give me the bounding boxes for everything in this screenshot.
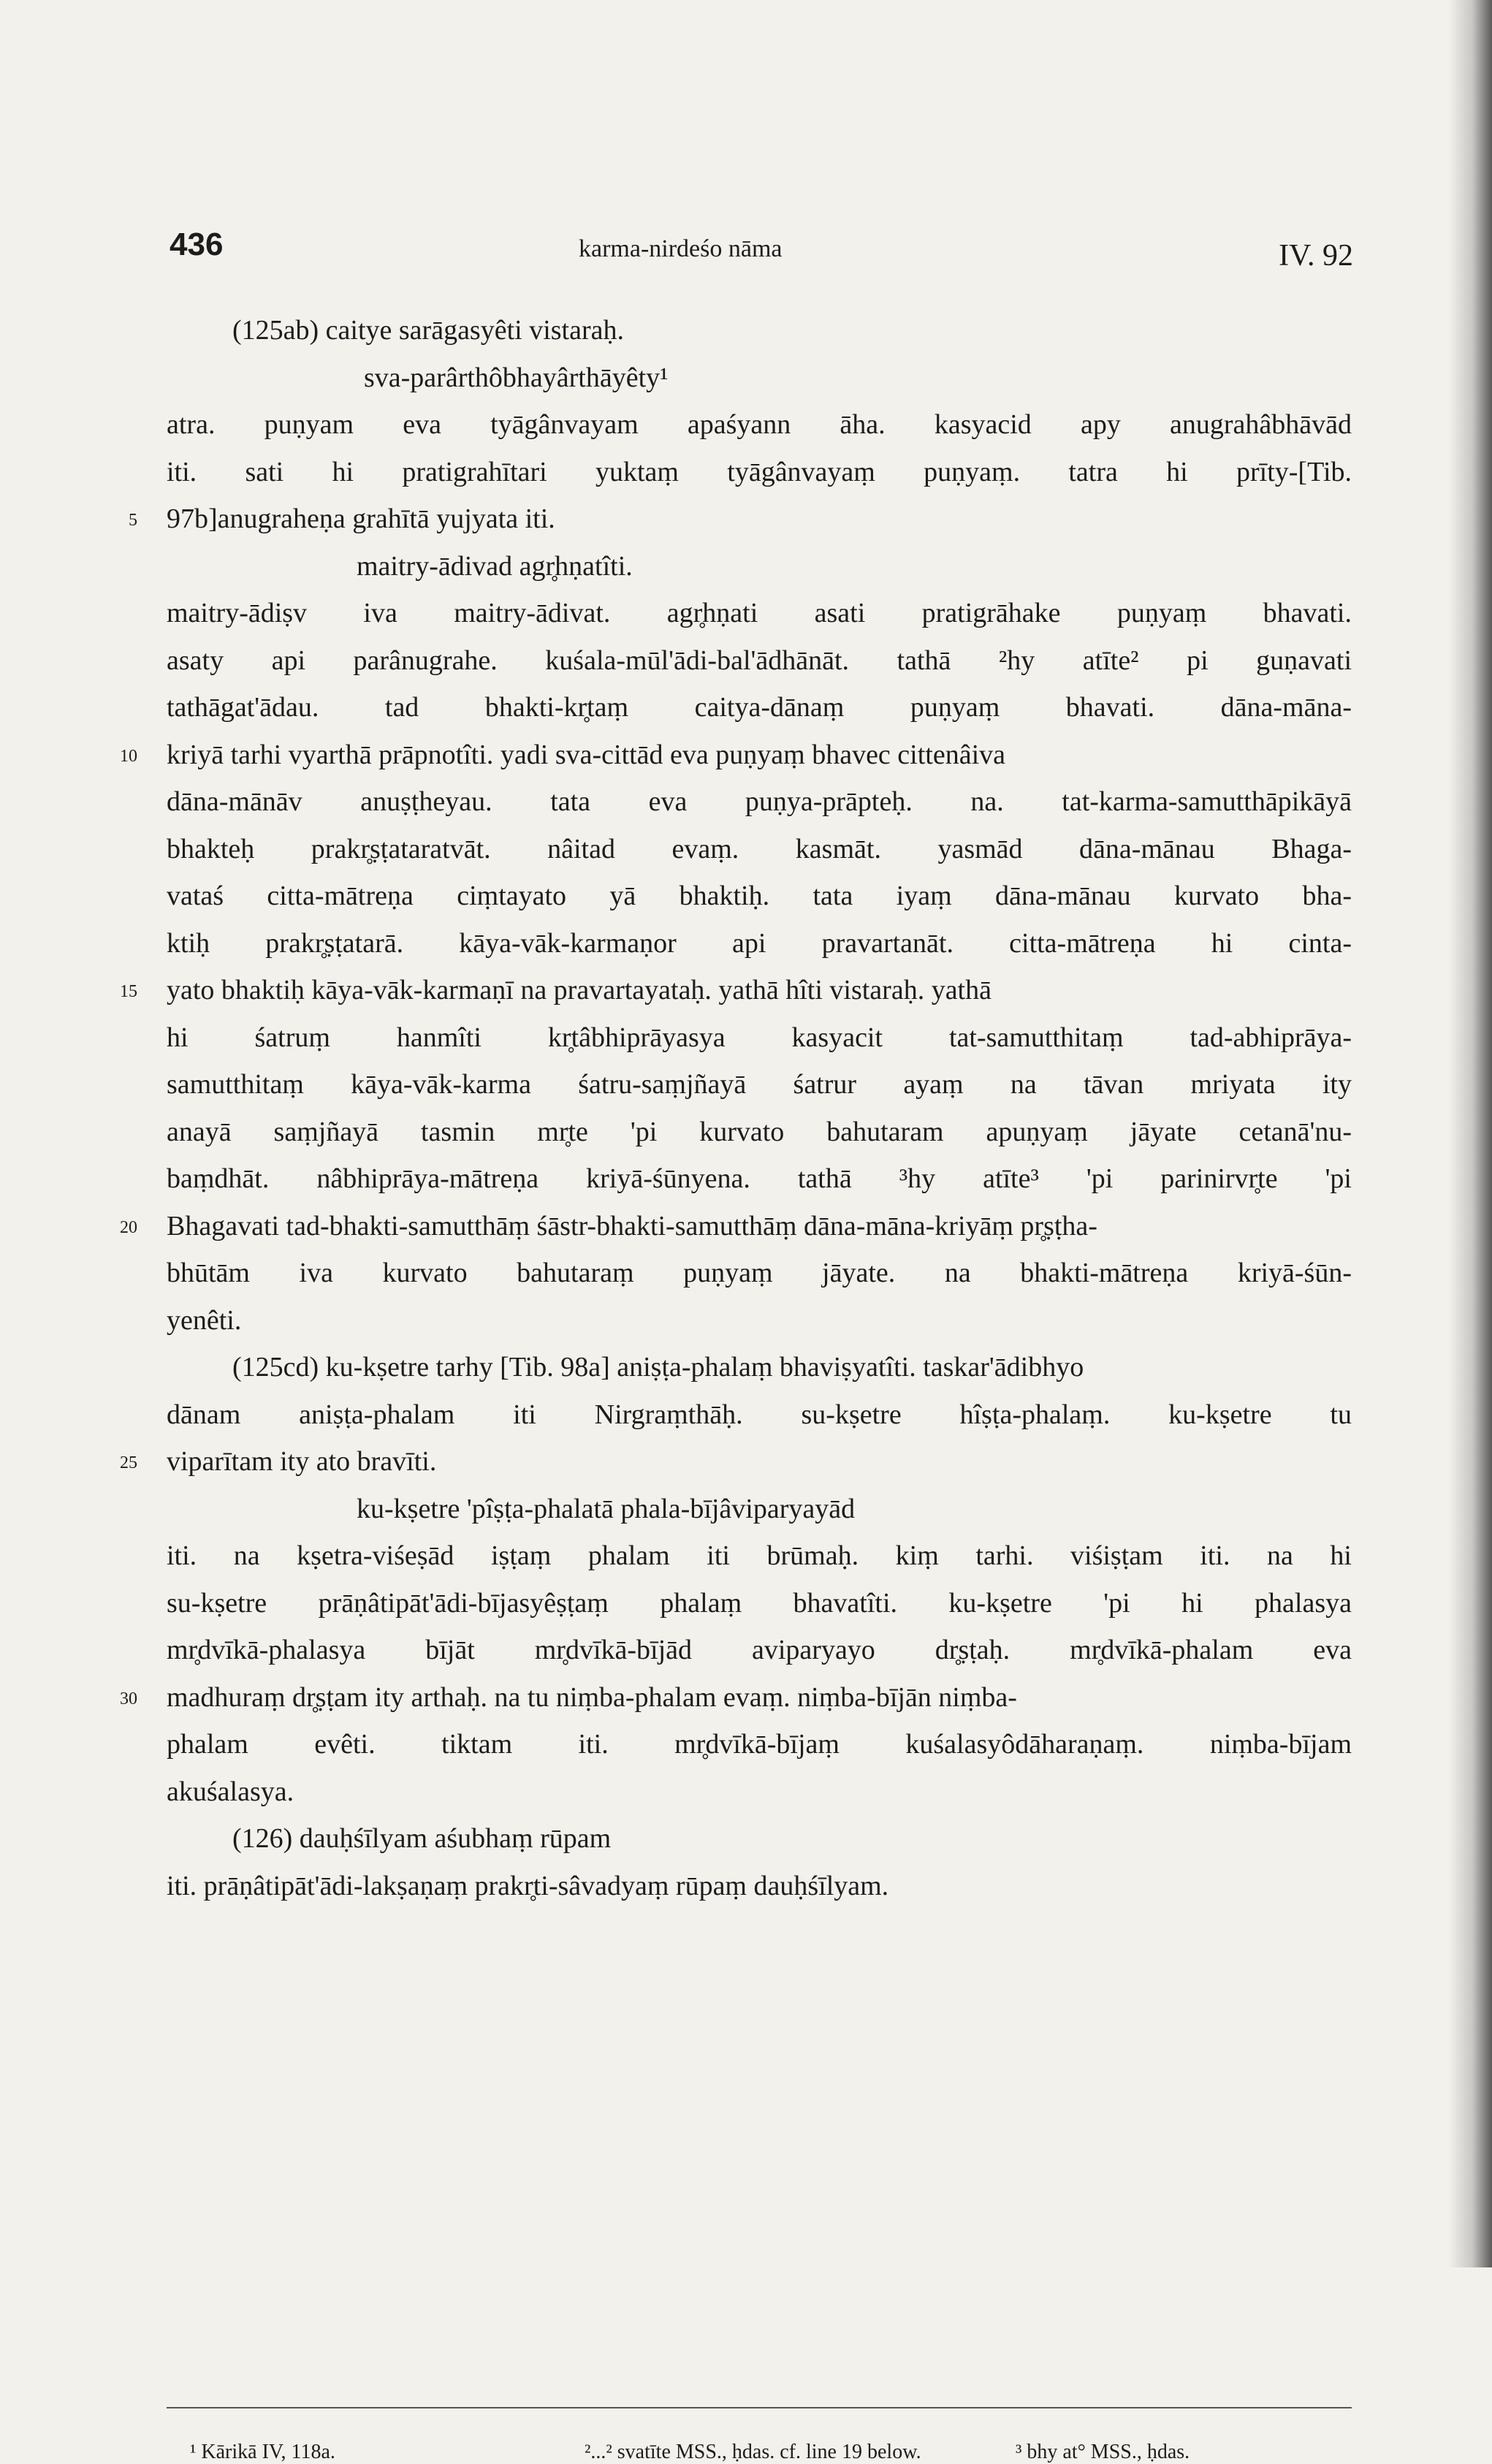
line-number: 30 <box>120 1689 137 1708</box>
line-text: madhuraṃ dr̥ṣṭam ity arthaḥ. na tu niṃba-phalam evaṃ. niṃba-bījān niṃba- <box>167 1681 1017 1713</box>
text-line <box>120 1674 1352 1722</box>
line-number: 15 <box>120 982 137 1001</box>
text-line <box>120 1438 1352 1486</box>
text-line: baṃdhāt. nâbhiprāya-mātreṇa kriyā-śūnyena. tathā ³hy atīte³ 'pi parinirvr̥te 'pi <box>167 1163 1352 1194</box>
line-text: kriyā tarhi vyarthā prāpnotîti. yadi sva-cittād eva puṇyaṃ bhavec cittenâiva <box>167 739 1005 770</box>
text-line: samutthitaṃ kāya-vāk-karma śatru-saṃjñayā śatrur ayaṃ na tāvan mriyata ity <box>167 1069 1352 1100</box>
line-text: viparītam ity ato bravīti. <box>167 1446 437 1477</box>
text-line: dāna-mānāv anuṣṭheyau. tata eva puṇya-prāpteḥ. na. tat-karma-samutthāpikāyā <box>167 786 1352 817</box>
page-number: 436 <box>170 227 224 262</box>
text-line: su-kṣetre prāṇâtipāt'ādi-bījasyêṣṭaṃ phalaṃ bhavatîti. ku-kṣetre 'pi hi phalasya <box>167 1587 1352 1619</box>
text-line: iti. na kṣetra-viśeṣād iṣṭaṃ phalam iti brūmaḥ. kiṃ tarhi. viśiṣṭam iti. na hi <box>167 1540 1352 1571</box>
text-line <box>129 495 1352 543</box>
verse-line: maitry-ādivad agr̥hṇatîti. <box>357 550 633 582</box>
line-number: 5 <box>129 511 137 530</box>
text-line: bhakteḥ prakr̥ṣṭataratvāt. nâitad evaṃ. kasmāt. yasmād dāna-mānau Bhaga- <box>167 833 1352 864</box>
text-line: vataś citta-mātreṇa ciṃtayato yā bhaktiḥ. tata iyaṃ dāna-mānau kurvato bha- <box>167 881 1352 911</box>
text-line: bhūtām iva kurvato bahutaraṃ puṇyaṃ jāyate. na bhakti-mātreṇa kriyā-śūn- <box>167 1258 1352 1288</box>
text-line <box>120 731 1352 779</box>
line-text: yato bhaktiḥ kāya-vāk-karmaṇī na pravartayataḥ. yathā hîti vistaraḥ. yathā <box>167 975 992 1005</box>
text-line <box>120 1203 1352 1250</box>
text-line: tathāgat'ādau. tad bhakti-kr̥taṃ caitya-dānaṃ puṇyaṃ bhavati. dāna-māna- <box>167 692 1352 723</box>
footnote-2: ²...² svatīte MSS., ḥdas. cf. line 19 below. <box>585 2441 921 2463</box>
text-line: akuśalasya. <box>167 1776 294 1807</box>
text-line: (125cd) ku-kṣetre tarhy [Tib. 98a] aniṣṭa-phalaṃ bhaviṣyatîti. taskar'ādibhyo <box>232 1352 1084 1383</box>
text-line <box>120 967 1352 1014</box>
line-number: 25 <box>120 1453 137 1472</box>
text-line: iti. sati hi pratigrahītari yuktaṃ tyāgânvayaṃ puṇyaṃ. tatra hi prīty-[Tib. <box>167 456 1352 487</box>
line-text: 97b]anugraheṇa grahītā yujyata iti. <box>167 503 555 534</box>
verse-line: ku-kṣetre 'pîṣṭa-phalatā phala-bījâviparyayād <box>357 1493 856 1524</box>
footnote-1: ¹ Kārikā IV, 118a. <box>190 2441 335 2463</box>
text-line: (126) dauḥśīlyam aśubhaṃ rūpam <box>232 1823 612 1854</box>
text-line: atra. puṇyam eva tyāgânvayam apaśyann āha. kasyacid apy anugrahâbhāvād <box>167 409 1352 440</box>
text-line: (125ab) caitye sarāgasyêti vistaraḥ. <box>232 315 624 346</box>
section-ref: IV. 92 <box>1279 239 1353 273</box>
text-line: iti. prāṇâtipāt'ādi-lakṣaṇaṃ prakr̥ti-sâvadyaṃ rūpaṃ dauḥśīlyam. <box>167 1870 889 1901</box>
line-text: Bhagavati tad-bhakti-samutthāṃ śāstr-bhakti-samutthāṃ dāna-māna-kriyāṃ pr̥ṣṭha- <box>167 1210 1097 1241</box>
text-line: mr̥dvīkā-phalasya bījāt mr̥dvīkā-bījād aviparyayo dr̥ṣṭaḥ. mr̥dvīkā-phalam eva <box>167 1635 1352 1665</box>
footnote-3: ³ bhy at° MSS., ḥdas. <box>1016 2441 1190 2463</box>
footnote-rule <box>167 2407 1352 2408</box>
text-line: yenêti. <box>167 1304 242 1336</box>
verse-line: sva-parârthôbhayârthāyêty¹ <box>364 362 669 393</box>
page-edge-shadow <box>1448 0 1492 2267</box>
text-line: dānam aniṣṭa-phalam iti Nirgraṃthāḥ. su-kṣetre hîṣṭa-phalaṃ. ku-kṣetre tu <box>167 1399 1352 1430</box>
text-line: phalam evêti. tiktam iti. mr̥dvīkā-bījaṃ kuśalasyôdāharaṇaṃ. niṃba-bījam <box>167 1729 1352 1760</box>
text-line: asaty api parânugrahe. kuśala-mūl'ādi-bal'ādhānāt. tathā ²hy atīte² pi guṇavati <box>167 644 1352 676</box>
running-title: karma-nirdeśo nāma <box>579 235 783 262</box>
text-line: ktiḥ prakr̥ṣṭatarā. kāya-vāk-karmaṇor api pravartanāt. citta-mātreṇa hi cinta- <box>167 927 1352 959</box>
text-line: maitry-ādiṣv iva maitry-ādivat. agr̥hṇati asati pratigrāhake puṇyaṃ bhavati. <box>167 598 1352 628</box>
line-number: 10 <box>120 746 137 766</box>
text-line: hi śatruṃ hanmîti kr̥tâbhiprāyasya kasyacit tat-samutthitaṃ tad-abhiprāya- <box>167 1022 1352 1053</box>
text-line: anayā saṃjñayā tasmin mr̥te 'pi kurvato bahutaram apuṇyaṃ jāyate cetanā'nu- <box>167 1116 1352 1147</box>
line-number: 20 <box>120 1217 137 1237</box>
body-text <box>120 307 1352 1909</box>
